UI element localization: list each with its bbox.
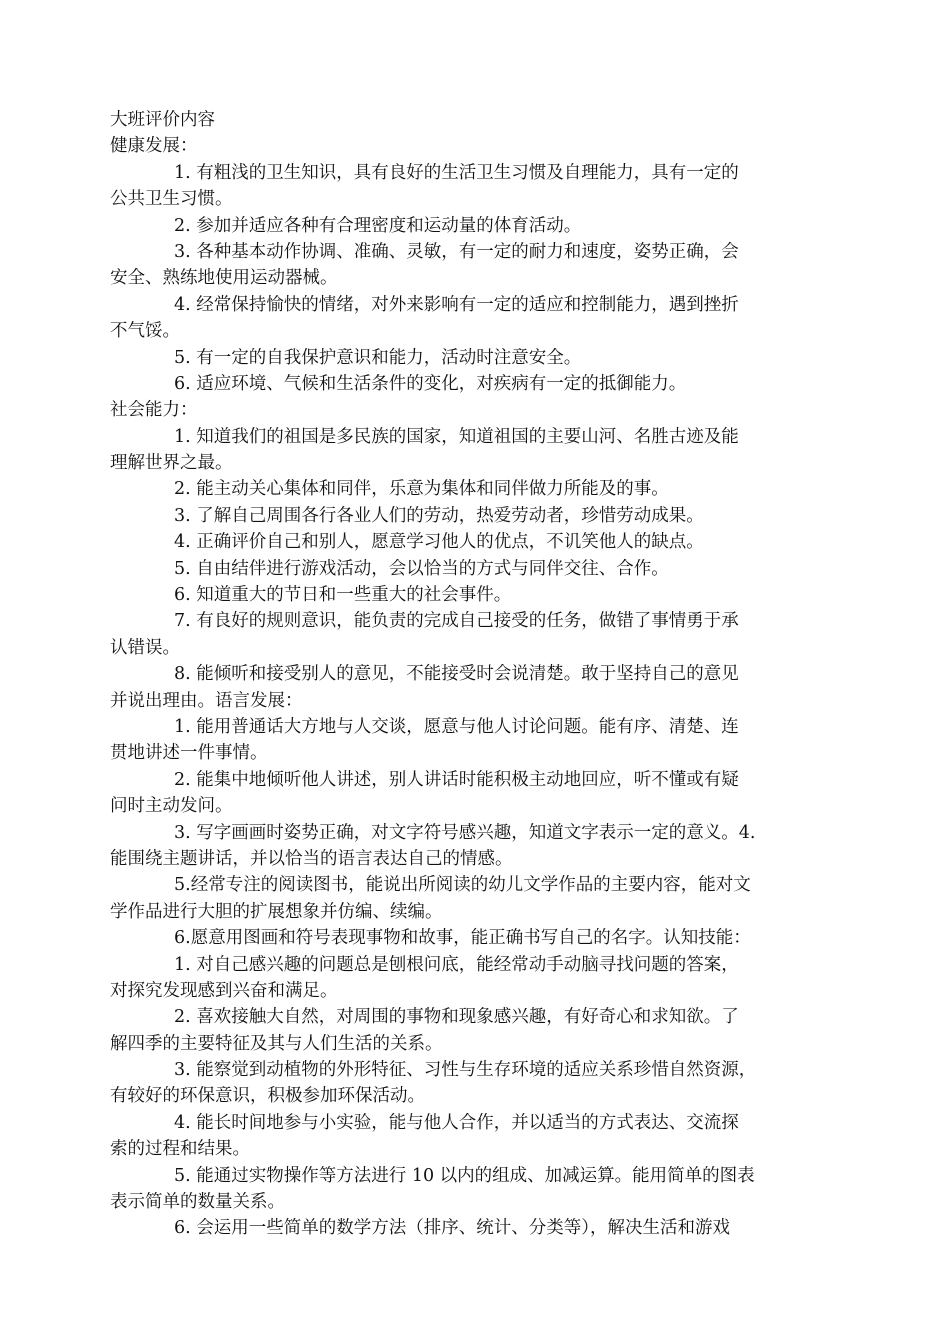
text-line: 5. 有一定的自我保护意识和能力，活动时注意安全。 <box>174 347 582 368</box>
text-line: 3. 写字画画时姿势正确，对文字符号感兴趣，知道文字表示一定的意义。4. <box>174 822 756 843</box>
text-line: 1. 能用普通话大方地与人交谈，愿意与他人讨论问题。能有序、清楚、连 <box>174 716 739 737</box>
text-line: 并说出理由。语言发展： <box>110 690 303 711</box>
text-line: 2. 能主动关心集体和同伴，乐意为集体和同伴做力所能及的事。 <box>174 479 669 500</box>
text-line: 5. 自由结伴进行游戏活动，会以恰当的方式与同伴交往、合作。 <box>174 558 669 579</box>
text-line: 5. 能通过实物操作等方法进行 10 以内的组成、加减运算。能用简单的图表 <box>174 1165 755 1186</box>
text-line: 3. 各种基本动作协调、准确、灵敏，有一定的耐力和速度，姿势正确，会 <box>174 241 739 262</box>
text-line: 1. 对自己感兴趣的问题总是刨根问底，能经常动手动脑寻找问题的答案， <box>174 954 739 975</box>
text-line: 理解世界之最。 <box>110 453 233 474</box>
text-line: 6. 适应环境、气候和生活条件的变化，对疾病有一定的抵御能力。 <box>174 373 687 394</box>
text-line: 问时主动发问。 <box>110 796 233 817</box>
document-title: 大班评价内容 <box>110 110 215 130</box>
document-body <box>110 107 830 1242</box>
text-line: 解四季的主要特征及其与人们生活的关系。 <box>110 1033 443 1054</box>
text-line: 6.愿意用图画和符号表现事物和故事，能正确书写自己的名字。认知技能： <box>174 928 751 949</box>
text-line: 6. 会运用一些简单的数学方法（排序、统计、分类等），解决生活和游戏 <box>174 1218 731 1239</box>
text-line: 3. 能察觉到动植物的外形特征、习性与生存环境的适应关系珍惜自然资源， <box>174 1060 757 1081</box>
text-line: 1. 有粗浅的卫生知识，具有良好的生活卫生习惯及自理能力，具有一定的 <box>174 162 739 183</box>
text-line: 表示简单的数量关系。 <box>110 1192 285 1213</box>
text-line: 2. 能集中地倾听他人讲述，别人讲话时能积极主动地回应，听不懂或有疑 <box>174 769 739 790</box>
text-line: 贯地讲述一件事情。 <box>110 743 268 764</box>
text-line: 1. 知道我们的祖国是多民族的国家，知道祖国的主要山河、名胜古迹及能 <box>174 426 739 447</box>
document-lines <box>110 133 830 1241</box>
text-line: 8. 能倾听和接受别人的意见，不能接受时会说清楚。敢于坚持自己的意见 <box>174 664 739 685</box>
text-line: 2. 参加并适应各种有合理密度和运动量的体育活动。 <box>174 215 582 236</box>
text-line: 学作品进行大胆的扩展想象并仿编、续编。 <box>110 901 443 922</box>
text-line: 5.经常专注的阅读图书，能说出所阅读的幼儿文学作品的主要内容，能对文 <box>174 875 751 896</box>
text-line: 有较好的环保意识，积极参加环保活动。 <box>110 1086 425 1107</box>
text-line: 6. 知道重大的节日和一些重大的社会事件。 <box>174 585 512 606</box>
text-line: 2. 喜欢接触大自然，对周围的事物和现象感兴趣，有好奇心和求知欲。了 <box>174 1007 739 1028</box>
text-line: 7. 有良好的规则意识，能负责的完成自己接受的任务，做错了事情勇于承 <box>174 611 739 632</box>
text-line: 认错误。 <box>110 637 180 658</box>
text-line: 4. 正确评价自己和别人，愿意学习他人的优点，不讥笑他人的缺点。 <box>174 532 704 553</box>
text-line: 4. 能长时间地参与小实验，能与他人合作，并以适当的方式表达、交流探 <box>174 1112 739 1133</box>
text-line: 3. 了解自己周围各行各业人们的劳动，热爱劳动者，珍惜劳动成果。 <box>174 505 704 526</box>
text-line: 不气馁。 <box>110 321 180 342</box>
text-line: 健康发展： <box>110 136 198 157</box>
text-line: 能围绕主题讲话，并以恰当的语言表达自己的情感。 <box>110 848 513 869</box>
text-line: 对探究发现感到兴奋和满足。 <box>110 980 338 1001</box>
text-line: 4. 经常保持愉快的情绪，对外来影响有一定的适应和控制能力，遇到挫折 <box>174 294 739 315</box>
text-line: 索的过程和结果。 <box>110 1139 250 1160</box>
text-line: 公共卫生习惯。 <box>110 189 233 210</box>
text-line: 安全、熟练地使用运动器械。 <box>110 268 338 289</box>
text-line: 社会能力： <box>110 400 198 421</box>
